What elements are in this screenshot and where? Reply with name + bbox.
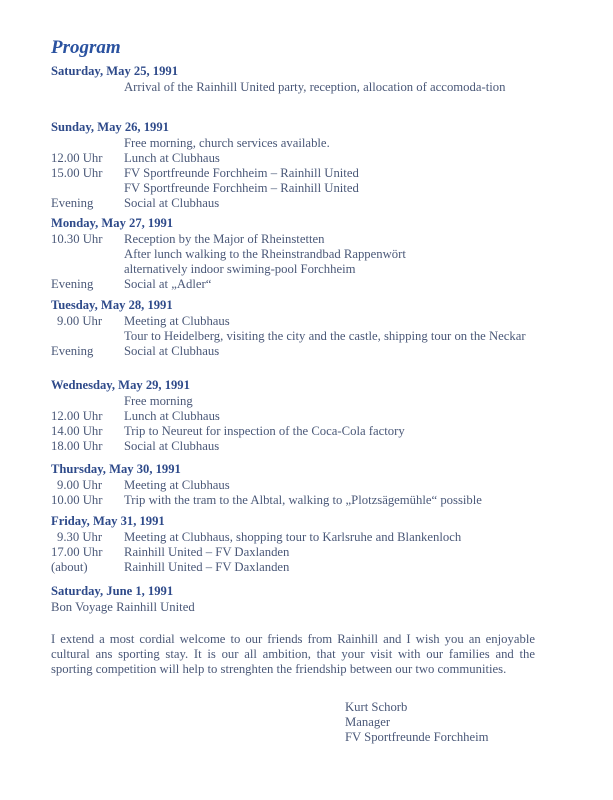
entry-text: Arrival of the Rainhill United party, reception, allocation of accomoda-tion [124, 80, 506, 94]
day-section-monday-may-27 [51, 216, 571, 292]
schedule-entry [51, 262, 571, 277]
entry-time: Evening [51, 196, 94, 210]
entry-text: Social at Clubhaus [124, 344, 220, 358]
schedule-entry [51, 232, 571, 247]
signatory-name: Kurt Schorb [345, 700, 408, 714]
day-section-friday-may-31 [51, 514, 571, 575]
schedule-entry [51, 136, 571, 151]
schedule-entry [51, 493, 571, 508]
schedule-entry [51, 545, 571, 560]
entry-text: FV Sportfreunde Forchheim – Rainhill United [124, 166, 359, 180]
entry-time: 10.00 Uhr [51, 493, 103, 507]
day-heading: Monday, May 27, 1991 [51, 216, 174, 230]
entry-text: Meeting at Clubhaus [124, 314, 230, 328]
day-heading: Friday, May 31, 1991 [51, 514, 165, 528]
schedule-entry [51, 247, 571, 262]
day-section-saturday-june-1 [51, 584, 571, 615]
entry-text: Meeting at Clubhaus [124, 478, 230, 492]
entry-time [51, 136, 124, 151]
entry-text: Bon Voyage Rainhill United [51, 600, 195, 614]
schedule-entry [51, 560, 571, 575]
page-title: Program [51, 37, 121, 58]
entry-text: Social at Clubhaus [124, 196, 220, 210]
day-heading: Saturday, June 1, 1991 [51, 584, 174, 598]
entry-text: Free morning, church services available. [124, 136, 330, 150]
entry-text: Lunch at Clubhaus [124, 409, 220, 423]
entry-text: Meeting at Clubhaus, shopping tour to Karlsruhe and Blankenloch [124, 530, 462, 544]
day-section-tuesday-may-28 [51, 298, 571, 359]
schedule-entry [51, 530, 571, 545]
signature-block [345, 700, 489, 745]
entry-text: Trip with the tram to the Albtal, walking to „Plotzsägemühle“ possible [124, 493, 482, 507]
entry-time: 10.30 Uhr [51, 232, 103, 246]
signatory-organization: FV Sportfreunde Forchheim [345, 730, 489, 744]
schedule-entry [51, 166, 571, 181]
schedule-entry [51, 314, 571, 329]
entry-time [51, 181, 124, 196]
schedule-entry [51, 424, 571, 439]
schedule-entry [51, 600, 571, 615]
day-section-saturday-may-25 [51, 64, 571, 95]
entry-text: Trip to Neureut for inspection of the Coca-Cola factory [124, 424, 405, 438]
schedule-entry [51, 478, 571, 493]
entry-text: Tour to Heidelberg, visiting the city and the castle, shipping tour on the Neckar [124, 329, 526, 343]
entry-time [51, 329, 124, 344]
schedule-entry [51, 151, 571, 166]
day-heading: Saturday, May 25, 1991 [51, 64, 178, 78]
entry-time: 14.00 Uhr [51, 424, 103, 438]
day-heading: Thursday, May 30, 1991 [51, 462, 181, 476]
day-section-sunday-may-26 [51, 120, 571, 211]
schedule-entry [51, 394, 571, 409]
day-heading: Tuesday, May 28, 1991 [51, 298, 173, 312]
day-section-thursday-may-30 [51, 462, 571, 508]
entry-text: Social at „Adler“ [124, 277, 212, 291]
entry-time: 12.00 Uhr [51, 409, 103, 423]
entry-text: Rainhill United – FV Daxlanden [124, 545, 290, 559]
entry-time: 9.00 Uhr [57, 478, 103, 492]
entry-text: alternatively indoor swiming-pool Forchheim [124, 262, 356, 276]
entry-time: 18.00 Uhr [51, 439, 103, 453]
entry-time [51, 394, 124, 409]
schedule-entry [51, 181, 571, 196]
entry-text: Lunch at Clubhaus [124, 151, 220, 165]
entry-time: 17.00 Uhr [51, 545, 103, 559]
entry-time: Evening [51, 277, 94, 291]
schedule-entry [51, 80, 571, 95]
entry-time: (about) [51, 560, 88, 574]
entry-text: Free morning [124, 394, 193, 408]
schedule-entry [51, 277, 571, 292]
day-section-wednesday-may-29 [51, 378, 571, 454]
entry-time: 15.00 Uhr [51, 166, 103, 180]
entry-text: Social at Clubhaus [124, 439, 220, 453]
welcome-paragraph: I extend a most cordial welcome to our friends from Rainhill and I wish you an enjoyable cultural ans sporting stay. It is our all ambition, that your visit with our families and the sporting competition will help to strenghten the friendship between our two communities. [51, 632, 535, 676]
schedule-entry [51, 344, 571, 359]
schedule-entry [51, 196, 571, 211]
entry-text: After lunch walking to the Rheinstrandbad Rappenwört [124, 247, 406, 261]
entry-time [51, 247, 124, 262]
entry-time [51, 262, 124, 277]
entry-text: Reception by the Major of Rheinstetten [124, 232, 325, 246]
entry-time: 9.30 Uhr [57, 530, 103, 544]
schedule-entry [51, 409, 571, 424]
day-heading: Wednesday, May 29, 1991 [51, 378, 190, 392]
entry-time: Evening [51, 344, 94, 358]
schedule-entry [51, 329, 571, 344]
entry-text: FV Sportfreunde Forchheim – Rainhill United [124, 181, 359, 195]
entry-time: 12.00 Uhr [51, 151, 103, 165]
entry-time: 9.00 Uhr [57, 314, 103, 328]
signatory-role: Manager [345, 715, 391, 729]
schedule-entry [51, 439, 571, 454]
entry-time [51, 80, 124, 95]
day-heading: Sunday, May 26, 1991 [51, 120, 169, 134]
entry-text: Rainhill United – FV Daxlanden [124, 560, 290, 574]
